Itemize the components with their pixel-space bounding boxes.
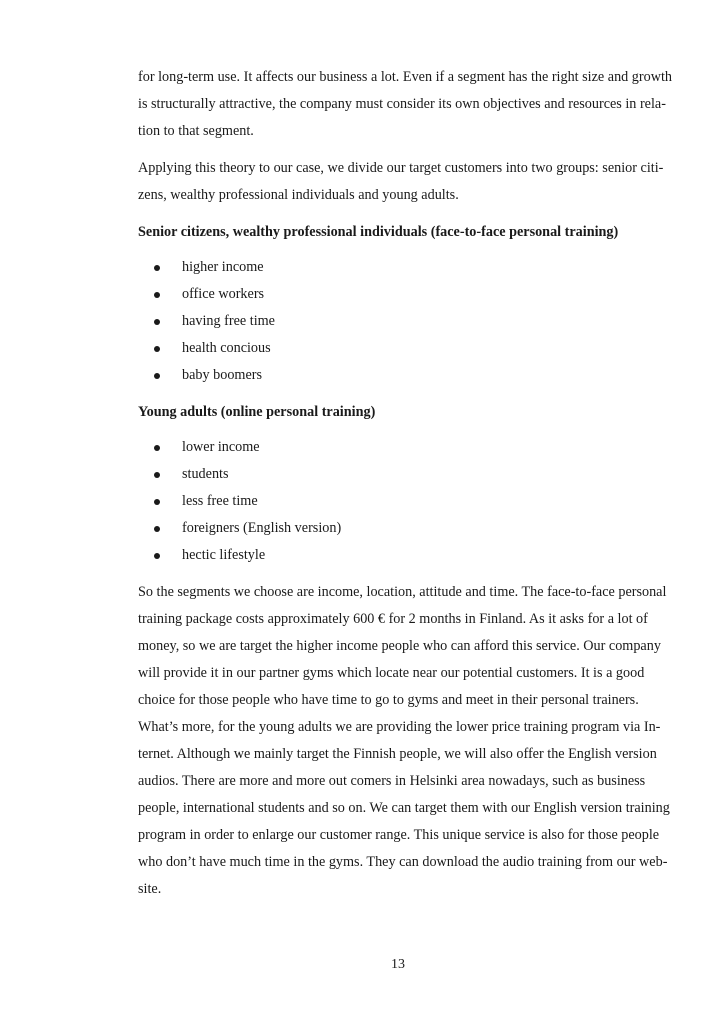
list-item: foreigners (English version) (138, 515, 678, 542)
list-item: less free time (138, 488, 678, 515)
text-line: who don’t have much time in the gyms. They can download the audio training from our web- (138, 854, 668, 870)
bullet-icon (154, 553, 160, 559)
list-item: hectic lifestyle (138, 542, 678, 569)
text-line: site. (138, 881, 162, 897)
text-line: money, so we are target the higher income people who can afford this service. Our company (138, 638, 661, 654)
list-item: higher income (138, 254, 678, 281)
text-line: audios. There are more and more out comers in Helsinki area nowadays, such as business (138, 773, 646, 789)
text-line: program in order to enlarge our customer range. This unique service is also for those people (138, 827, 660, 843)
bullet-icon (154, 445, 160, 451)
section-heading-senior: Senior citizens, wealthy professional individuals (face-to-face personal training) (138, 224, 619, 240)
text-line: Applying this theory to our case, we divide our target customers into two groups: senior citi- (138, 160, 664, 176)
bullet-list-young (138, 434, 678, 569)
paragraph-3 (138, 579, 678, 903)
bullet-icon (154, 292, 160, 298)
text-line: What’s more, for the young adults we are providing the lower price training program via In- (138, 719, 661, 735)
text-line: people, international students and so on. We can target them with our English version training (138, 800, 670, 816)
page-content (138, 64, 678, 903)
page-number: 13 (391, 957, 405, 972)
text-line: zens, wealthy professional individuals and young adults. (138, 187, 459, 203)
bullet-icon (154, 472, 160, 478)
list-item: students (138, 461, 678, 488)
text-line: tion to that segment. (138, 123, 254, 139)
text-line: for long-term use. It affects our business a lot. Even if a segment has the right size and growth (138, 69, 672, 85)
list-item: baby boomers (138, 362, 678, 389)
text-line: So the segments we choose are income, location, attitude and time. The face-to-face personal (138, 584, 667, 600)
bullet-icon (154, 265, 160, 271)
bullet-icon (154, 526, 160, 532)
text-line: will provide it in our partner gyms which locate near our potential customers. It is a good (138, 665, 645, 681)
text-line: training package costs approximately 600 € for 2 months in Finland. As it asks for a lot of (138, 611, 648, 627)
bullet-icon (154, 373, 160, 379)
paragraph-2 (138, 155, 678, 209)
bullet-icon (154, 499, 160, 505)
text-line: choice for those people who have time to go to gyms and meet in their personal trainers. (138, 692, 639, 708)
text-line: is structurally attractive, the company must consider its own objectives and resources in rela- (138, 96, 666, 112)
list-item: having free time (138, 308, 678, 335)
text-line: ternet. Although we mainly target the Finnish people, we will also offer the English version (138, 746, 657, 762)
list-item: health concious (138, 335, 678, 362)
bullet-icon (154, 319, 160, 325)
bullet-list-senior (138, 254, 678, 389)
bullet-icon (154, 346, 160, 352)
list-item: lower income (138, 434, 678, 461)
list-item: office workers (138, 281, 678, 308)
paragraph-1 (138, 64, 678, 145)
section-heading-young: Young adults (online personal training) (138, 404, 376, 420)
